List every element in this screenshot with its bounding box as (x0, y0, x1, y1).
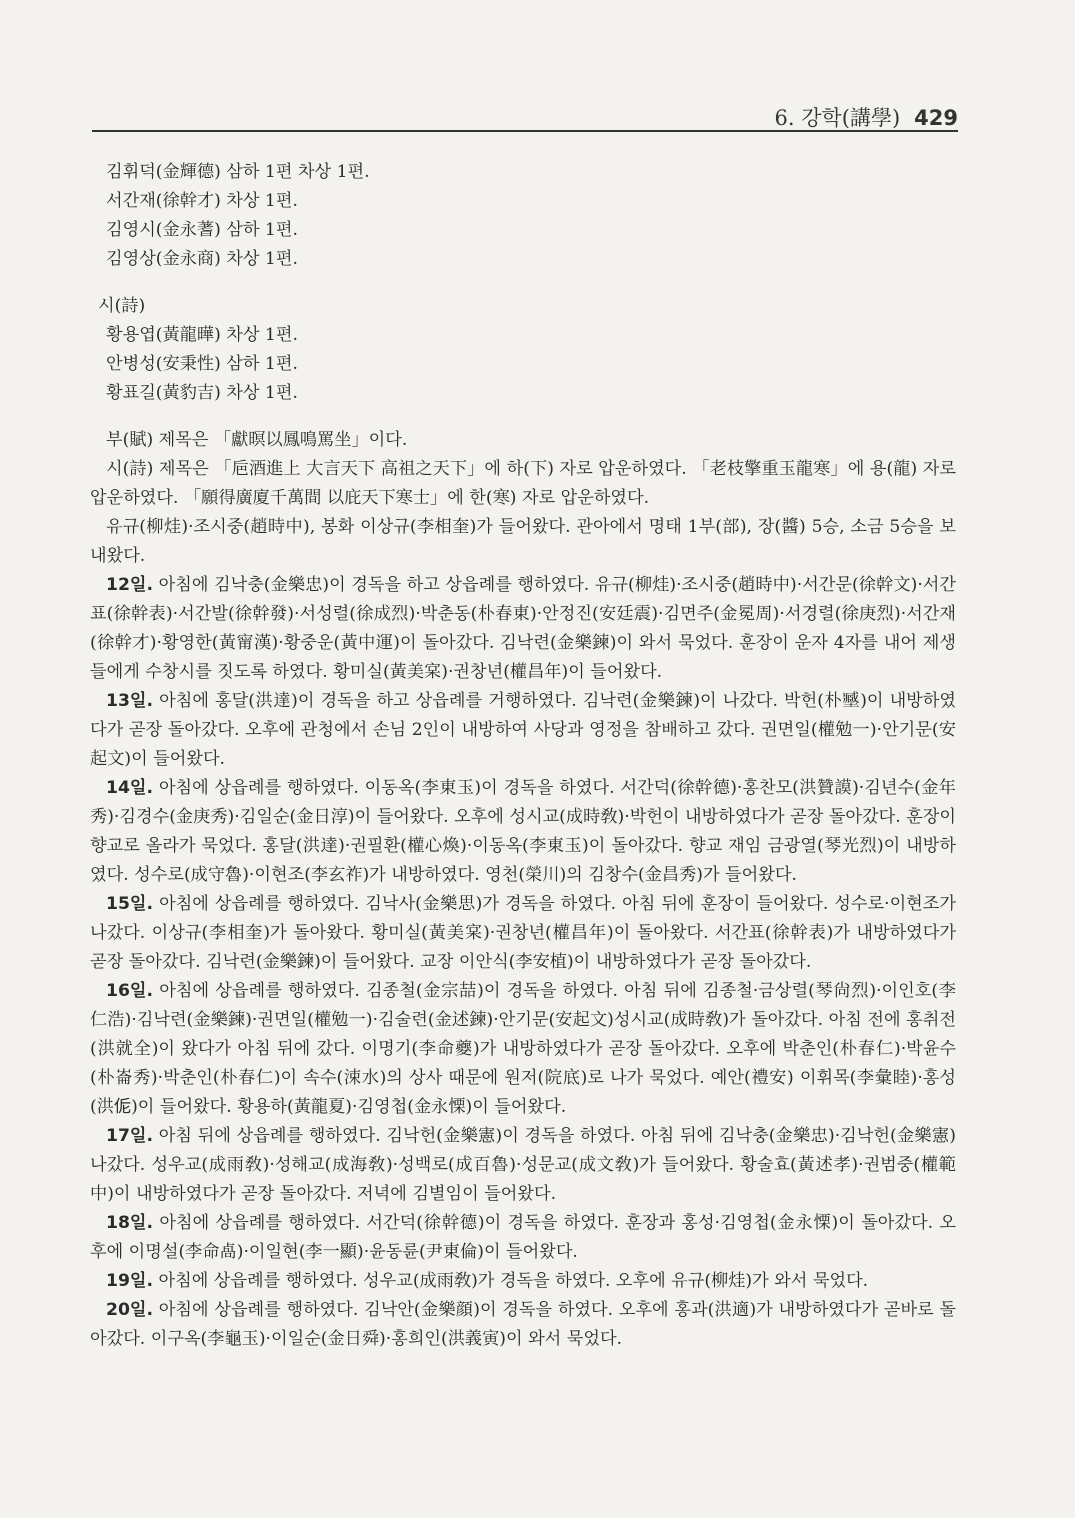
entry-date: 20일. (106, 1300, 154, 1320)
list-item: 김영상(金永商) 차상 1편. (106, 249, 298, 269)
entry-date: 17일. (106, 1126, 154, 1146)
entry-date: 15일. (106, 894, 154, 914)
list-item: 서간재(徐幹才) 차상 1편. (106, 191, 298, 211)
paragraph-text: 시(詩) 제목은 「巵酒進上 大言天下 高祖之天下」에 하(下) 자로 압운하였다. 「老枝擎重玉龍寒」에 용(龍) 자로 압운하였다. 「願得廣廈千萬間 以庇天下寒士」에 한(寒) 자로 압운하였다. (90, 459, 956, 508)
section-title: 6. 강학(講學) (774, 106, 901, 130)
entry-text: 아침에 상읍례를 행하였다. 김낙안(金樂顔)이 경독을 하였다. 오후에 홍과(洪適)가 내방하였다가 곧바로 돌아갔다. 이구옥(李龜玉)·이일순(金日舜)·홍희인(洪義寅)이 와서 묵었다. (90, 1300, 956, 1349)
entry-date: 14일. (106, 778, 154, 798)
diary-entry (90, 1267, 956, 1296)
entry-text: 아침 뒤에 상읍례를 행하였다. 김낙헌(金樂憲)이 경독을 하였다. 아침 뒤에 김낙충(金樂忠)·김낙헌(金樂憲)나갔다. 성우교(成雨敎)·성해교(成海敎)·성백로(成百魯)·성문교(成文敎)가 들어왔다. 황술효(黃述孝)·권범중(權範中)이 내방하였다가 곧장 돌아갔다. 저녁에 김별임이 들어왔다. (90, 1126, 956, 1204)
entry-text: 아침에 상읍례를 행하였다. 서간덕(徐幹德)이 경독을 하였다. 훈장과 홍성·김영첩(金永慄)이 돌아갔다. 오후에 이명설(李命卨)·이일현(李一顯)·윤동륜(尹東倫)이 들어왔다. (90, 1213, 956, 1262)
list-item: 안병성(安秉性) 삼하 1편. (106, 354, 298, 374)
entry-text: 아침에 홍달(洪達)이 경독을 하고 상읍례를 거행하였다. 김낙련(金樂鍊)이 나갔다. 박헌(朴𡒉)이 내방하였다가 곧장 돌아갔다. 오후에 관청에서 손님 2인이 내방하여 사당과 영정을 참배하고 갔다. 권면일(權勉一)·안기문(安起文)이 들어왔다. (90, 691, 956, 769)
entry-text: 아침에 상읍례를 행하였다. 성우교(成雨敎)가 경독을 하였다. 오후에 유규(柳烓)가 와서 묵었다. (153, 1271, 869, 1291)
diary-entry (90, 774, 956, 890)
poem-heading: 시(詩) (98, 296, 146, 316)
list-item: 황용엽(黃龍曄) 차상 1편. (106, 325, 298, 345)
entry-text: 아침에 김낙충(金樂忠)이 경독을 하고 상읍례를 행하였다. 유규(柳烓)·조시중(趙時中)·서간문(徐幹文)·서간표(徐幹表)·서간발(徐幹發)·서성렬(徐成烈)·박춘동(朴春東)·안정진(安廷震)·김면주(金冕周)·서경렬(徐庚烈)·서간재(徐幹才)·황영한(黃甯漢)·황중운(黃中運)이 돌아갔다. 김낙련(金樂鍊)이 와서 묵었다. 훈장이 운자 4자를 내어 제생들에게 수창시를 짓도록 하였다. 황미실(黃美宲)·권창년(權昌年)이 들어왔다. (90, 575, 956, 682)
result-list-2 (90, 321, 956, 408)
diary-entry (90, 977, 956, 1122)
entry-date: 18일. (106, 1213, 154, 1233)
entry-text: 아침에 상읍례를 행하였다. 이동옥(李東玉)이 경독을 하였다. 서간덕(徐幹德)·홍찬모(洪贊謨)·김년수(金年秀)·김경수(金庚秀)·김일순(金日淳)이 들어왔다. 오후에 성시교(成時敎)·박헌이 내방하였다가 곧장 돌아갔다. 훈장이 향교로 올라가 묵었다. 홍달(洪達)·권필환(權心煥)·이동옥(李東玉)이 돌아갔다. 향교 재임 금광열(琴光烈)이 내방하였다. 성수로(成守魯)·이현조(李玄祚)가 내방하였다. 영천(榮川)의 김창수(金昌秀)가 들어왔다. (90, 778, 956, 885)
diary-entry (90, 1209, 956, 1267)
list-item: 김휘덕(金輝德) 삼하 1편 차상 1편. (106, 162, 370, 182)
list-item: 김영시(金永蓍) 삼하 1편. (106, 220, 298, 240)
entry-text: 아침에 상읍례를 행하였다. 김낙사(金樂思)가 경독을 하였다. 아침 뒤에 훈장이 들어왔다. 성수로·이현조가 나갔다. 이상규(李相奎)가 돌아왔다. 황미실(黃美宲)·권창년(權昌年)이 돌아왔다. 서간표(徐幹表)가 내방하였다가 곧장 돌아갔다. 김낙련(金樂鍊)이 들어왔다. 교장 이안식(李安植)이 내방하였다가 곧장 돌아갔다. (90, 894, 956, 972)
entry-date: 12일. (106, 575, 154, 595)
diary-entry (90, 571, 956, 687)
result-list-1 (90, 158, 956, 274)
entry-date: 13일. (106, 691, 154, 711)
document-body (90, 158, 956, 1354)
diary-entry (90, 1122, 956, 1209)
header-text (774, 102, 958, 132)
page-header (92, 100, 958, 132)
diary-entry (90, 1296, 956, 1354)
paragraph-text: 부(賦) 제목은 「獻暝以鳳鳴罵坐」이다. (106, 430, 408, 450)
paragraph-text: 유규(柳烓)·조시중(趙時中), 봉화 이상규(李相奎)가 들어왔다. 관아에서 명태 1부(部), 장(醬) 5승, 소금 5승을 보내왔다. (90, 517, 956, 566)
paragraph (90, 426, 956, 455)
list-item: 황표길(黃豹吉) 차상 1편. (106, 383, 298, 403)
page-number: 429 (914, 106, 958, 130)
entry-date: 19일. (106, 1271, 154, 1291)
entry-date: 16일. (106, 981, 154, 1001)
diary-entry (90, 687, 956, 774)
diary-entry (90, 890, 956, 977)
paragraph (90, 455, 956, 513)
paragraph (90, 513, 956, 571)
entry-text: 아침에 상읍례를 행하였다. 김종철(金宗喆)이 경독을 하였다. 아침 뒤에 김종철·금상렬(琴尙烈)·이인호(李仁浩)·김낙련(金樂鍊)·권면일(權勉一)·김술련(金述鍊)·안기문(安起文)성시교(成時敎)가 돌아갔다. 아침 전에 홍취전(洪就全)이 왔다가 아침 뒤에 갔다. 이명기(李命夔)가 내방하였다가 곧장 돌아갔다. 오후에 박춘인(朴春仁)·박윤수(朴崙秀)·박춘인(朴春仁)이 속수(涑水)의 상사 때문에 원저(院底)로 나가 묵었다. 예안(禮安) 이휘목(李彙睦)·홍성(洪𠈁)이 들어왔다. 황용하(黃龍夏)·김영첩(金永慄)이 들어왔다. (90, 981, 956, 1117)
